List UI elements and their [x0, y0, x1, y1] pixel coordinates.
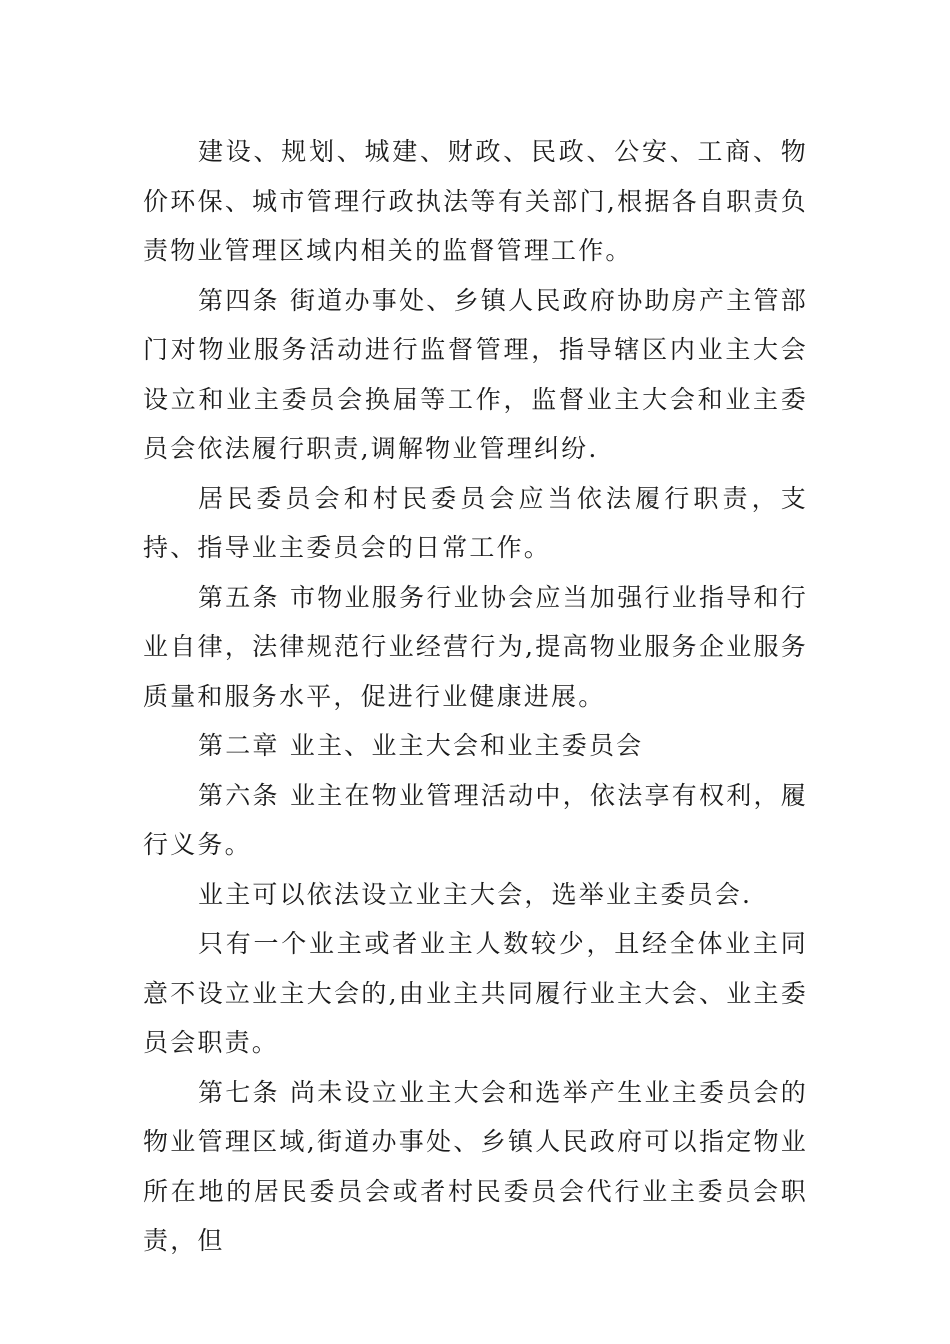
paragraph-single-owner: 只有一个业主或者业主人数较少，且经全体业主同意不设立业主大会的,由业主共同履行业主大会、业主委员会职责。 — [143, 929, 808, 1057]
paragraph-article-6: 第六条 业主在物业管理活动中，依法享有权利，履行义务。 — [143, 780, 808, 859]
paragraph-article-4: 第四条 街道办事处、乡镇人民政府协助房产主管部门对物业服务活动进行监督管理，指导辖区内业主大会设立和业主委员会换届等工作，监督业主大会和业主委员会依法履行职责,调解物业管理纠纷. — [143, 285, 808, 463]
chapter-heading: 第二章 业主、业主大会和业主委员会 — [198, 731, 644, 760]
paragraph-article-7: 第七条 尚未设立业主大会和选举产生业主委员会的物业管理区域,街道办事处、乡镇人民政府可以指定物业所在地的居民委员会或者村民委员会代行业主委员会职责，但 — [143, 1077, 808, 1255]
paragraph-article-5: 第五条 市物业服务行业协会应当加强行业指导和行业自律，法律规范行业经营行为,提高物业服务企业服务质量和服务水平，促进行业健康进展。 — [143, 582, 808, 711]
paragraph-owners-assembly: 业主可以依法设立业主大会，选举业主委员会. — [198, 879, 753, 909]
paragraph-departments: 建设、规划、城建、财政、民政、公安、工商、物价环保、城市管理行政执法等有关部门,根据各自职责负责物业管理区域内相关的监督管理工作。 — [143, 137, 808, 265]
document-body — [143, 127, 808, 1266]
paragraph-residents-committee: 居民委员会和村民委员会应当依法履行职责，支持、指导业主委员会的日常工作。 — [143, 483, 808, 562]
